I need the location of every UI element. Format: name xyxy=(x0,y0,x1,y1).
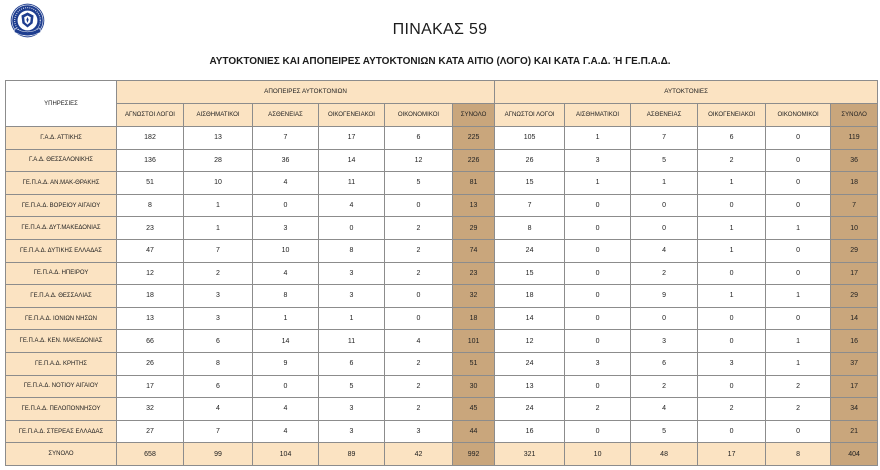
services-column-header: ΥΠΗΡΕΣΙΕΣ xyxy=(6,81,117,127)
total-row-label: ΣΥΝΟΛΟ xyxy=(6,443,117,466)
suicides-unknown-reasons-cell: 24 xyxy=(495,239,565,262)
attempts-unknown-reasons-cell: 51 xyxy=(117,172,184,195)
suicides-financial-cell: 1 xyxy=(766,217,831,240)
attempts-family-header: ΟΙΚΟΓΕΝΕΙΑΚΟΙ xyxy=(319,104,385,127)
suicides-illness-cell: 0 xyxy=(631,194,698,217)
attempts-illness-cell: 3 xyxy=(253,217,319,240)
suicides-emotional-cell: 2 xyxy=(565,398,631,421)
suicides-unknown-reasons-cell: 14 xyxy=(495,307,565,330)
suicides-emotional-cell: 0 xyxy=(565,420,631,443)
attempts-emotional-cell: 28 xyxy=(184,149,253,172)
suicides-emotional-cell: 1 xyxy=(565,127,631,150)
attempts-emotional-header: ΑΙΣΘΗΜΑΤΙΚΟΙ xyxy=(184,104,253,127)
suicides-financial-cell: 8 xyxy=(766,443,831,466)
attempts-unknown-reasons-cell: 8 xyxy=(117,194,184,217)
suicides-financial-cell: 0 xyxy=(766,127,831,150)
attempts-unknown-reasons-cell: 13 xyxy=(117,307,184,330)
attempts-illness-cell: 8 xyxy=(253,285,319,308)
suicides-unknown-reasons-cell: 26 xyxy=(495,149,565,172)
attempts-total-cell: 18 xyxy=(453,307,495,330)
attempts-total-cell: 23 xyxy=(453,262,495,285)
attempts-unknown-reasons-cell: 47 xyxy=(117,239,184,262)
row-service-label: ΓΕ.Π.Α.Δ. ΚΡΗΤΗΣ xyxy=(6,352,117,375)
suicides-total-cell: 7 xyxy=(831,194,878,217)
suicides-unknown-reasons-cell: 12 xyxy=(495,330,565,353)
table-row xyxy=(6,239,878,262)
row-service-label: ΓΕ.Π.Α.Δ. ΗΠΕΙΡΟΥ xyxy=(6,262,117,285)
attempts-emotional-cell: 7 xyxy=(184,420,253,443)
attempts-illness-cell: 4 xyxy=(253,172,319,195)
attempts-illness-cell: 1 xyxy=(253,307,319,330)
suicides-unknown-reasons-cell: 8 xyxy=(495,217,565,240)
attempts-unknown-reasons-cell: 12 xyxy=(117,262,184,285)
suicides-total-cell: 119 xyxy=(831,127,878,150)
attempts-emotional-cell: 6 xyxy=(184,375,253,398)
suicides-emotional-cell: 10 xyxy=(565,443,631,466)
attempts-financial-cell: 0 xyxy=(385,307,453,330)
attempts-emotional-cell: 2 xyxy=(184,262,253,285)
suicides-total-cell: 18 xyxy=(831,172,878,195)
attempts-family-cell: 6 xyxy=(319,352,385,375)
suicides-emotional-cell: 1 xyxy=(565,172,631,195)
table-subtitle: ΑΥΤΟΚΤΟΝΙΕΣ ΚΑΙ ΑΠΟΠΕΙΡΕΣ ΑΥΤΟΚΤΟΝΙΩΝ ΚΑΤΑ ΑΙΤΙΟ (ΛΟΓΟ) ΚΑΙ ΚΑΤΑ Γ.Α.Δ. Ή ΓΕ.Π.Α.Δ. xyxy=(209,56,671,67)
row-service-label: ΓΕ.Π.Α.Δ. ΚΕΝ. ΜΑΚΕΔΟΝΙΑΣ xyxy=(6,330,117,353)
suicides-total-cell: 14 xyxy=(831,307,878,330)
attempts-financial-cell: 2 xyxy=(385,239,453,262)
attempts-financial-cell: 12 xyxy=(385,149,453,172)
suicides-illness-cell: 5 xyxy=(631,420,698,443)
attempts-financial-cell: 2 xyxy=(385,217,453,240)
attempts-financial-cell: 0 xyxy=(385,194,453,217)
suicides-unknown-reasons-cell: 321 xyxy=(495,443,565,466)
attempts-family-cell: 89 xyxy=(319,443,385,466)
attempts-emotional-cell: 7 xyxy=(184,239,253,262)
suicides-total-cell: 17 xyxy=(831,375,878,398)
attempts-emotional-cell: 99 xyxy=(184,443,253,466)
suicides-family-cell: 2 xyxy=(698,398,766,421)
attempts-family-cell: 3 xyxy=(319,262,385,285)
attempts-total-cell: 32 xyxy=(453,285,495,308)
suicides-financial-cell: 1 xyxy=(766,352,831,375)
attempts-financial-cell: 6 xyxy=(385,127,453,150)
table-row xyxy=(6,398,878,421)
table-body xyxy=(6,127,878,466)
attempts-family-cell: 5 xyxy=(319,375,385,398)
suicides-family-cell: 1 xyxy=(698,172,766,195)
attempts-family-cell: 3 xyxy=(319,420,385,443)
suicides-total-cell: 17 xyxy=(831,262,878,285)
suicides-unknown-reasons-cell: 16 xyxy=(495,420,565,443)
suicides-total-cell: 10 xyxy=(831,217,878,240)
attempts-financial-cell: 0 xyxy=(385,285,453,308)
attempts-emotional-cell: 1 xyxy=(184,194,253,217)
attempts-total-cell: 225 xyxy=(453,127,495,150)
attempts-illness-cell: 7 xyxy=(253,127,319,150)
suicides-total-cell: 21 xyxy=(831,420,878,443)
attempts-unknown-reasons-cell: 182 xyxy=(117,127,184,150)
suicides-total-cell: 29 xyxy=(831,285,878,308)
suicides-emotional-cell: 0 xyxy=(565,307,631,330)
attempts-total-cell: 45 xyxy=(453,398,495,421)
suicides-emotional-cell: 0 xyxy=(565,285,631,308)
attempts-family-cell: 4 xyxy=(319,194,385,217)
attempts-total-cell: 81 xyxy=(453,172,495,195)
suicides-family-cell: 1 xyxy=(698,217,766,240)
row-service-label: Γ.Α.Δ. ΑΤΤΙΚΗΣ xyxy=(6,127,117,150)
attempts-emotional-cell: 6 xyxy=(184,330,253,353)
suicides-emotional-cell: 0 xyxy=(565,194,631,217)
attempts-total-cell: 13 xyxy=(453,194,495,217)
suicides-illness-cell: 4 xyxy=(631,398,698,421)
row-service-label: ΓΕ.Π.Α.Δ. ΑΝ.ΜΑΚ-ΘΡΑΚΗΣ xyxy=(6,172,117,195)
attempts-family-cell: 1 xyxy=(319,307,385,330)
suicides-family-cell: 2 xyxy=(698,149,766,172)
table-row xyxy=(6,172,878,195)
attempts-unknown-reasons-cell: 26 xyxy=(117,352,184,375)
suicides-family-cell: 1 xyxy=(698,239,766,262)
suicides-unknown-reasons-cell: 15 xyxy=(495,172,565,195)
attempts-unknown-reasons-cell: 23 xyxy=(117,217,184,240)
attempts-unknown-reasons-cell: 27 xyxy=(117,420,184,443)
attempts-total-cell: 226 xyxy=(453,149,495,172)
suicides-illness-cell: 0 xyxy=(631,217,698,240)
attempts-illness-cell: 0 xyxy=(253,194,319,217)
suicides-unknown-reasons-cell: 18 xyxy=(495,285,565,308)
suicides-family-cell: 0 xyxy=(698,262,766,285)
attempts-illness-cell: 4 xyxy=(253,398,319,421)
suicides-emotional-cell: 0 xyxy=(565,217,631,240)
row-service-label: ΓΕ.Π.Α.Δ. ΒΟΡΕΙΟΥ ΑΙΓΑΙΟΥ xyxy=(6,194,117,217)
attempts-emotional-cell: 10 xyxy=(184,172,253,195)
attempts-illness-cell: 36 xyxy=(253,149,319,172)
attempts-financial-cell: 2 xyxy=(385,375,453,398)
attempts-financial-cell: 2 xyxy=(385,262,453,285)
attempts-emotional-cell: 1 xyxy=(184,217,253,240)
row-service-label: ΓΕ.Π.Α.Δ. ΙΟΝΙΩΝ ΝΗΣΩΝ xyxy=(6,307,117,330)
row-service-label: Γ.Α.Δ. ΘΕΣΣΑΛΟΝΙΚΗΣ xyxy=(6,149,117,172)
group-header-row xyxy=(6,81,878,104)
suicides-financial-cell: 0 xyxy=(766,194,831,217)
attempts-family-cell: 11 xyxy=(319,172,385,195)
attempts-unknown-reasons-cell: 136 xyxy=(117,149,184,172)
attempts-total-cell: 101 xyxy=(453,330,495,353)
row-service-label: ΓΕ.Π.Α.Δ. ΝΟΤΙΟΥ ΑΙΓΑΙΟΥ xyxy=(6,375,117,398)
attempts-unknown-reasons-cell: 18 xyxy=(117,285,184,308)
attempts-financial-cell: 42 xyxy=(385,443,453,466)
attempts-total-header: ΣΥΝΟΛΟ xyxy=(453,104,495,127)
suicides-financial-header: ΟΙΚΟΝΟΜΙΚΟΙ xyxy=(766,104,831,127)
suicides-illness-cell: 2 xyxy=(631,375,698,398)
attempts-total-cell: 51 xyxy=(453,352,495,375)
suicides-total-cell: 37 xyxy=(831,352,878,375)
suicides-emotional-cell: 0 xyxy=(565,262,631,285)
attempts-family-cell: 0 xyxy=(319,217,385,240)
attempts-unknown-reasons-header: ΑΓΝΩΣΤΟΙ ΛΟΓΟΙ xyxy=(117,104,184,127)
suicides-illness-header: ΑΣΘΕΝΕΙΑΣ xyxy=(631,104,698,127)
column-header-row xyxy=(6,104,878,127)
suicides-emotional-cell: 0 xyxy=(565,239,631,262)
suicides-illness-cell: 5 xyxy=(631,149,698,172)
suicides-family-cell: 1 xyxy=(698,285,766,308)
attempts-illness-cell: 4 xyxy=(253,262,319,285)
suicides-financial-cell: 0 xyxy=(766,239,831,262)
attempts-emotional-cell: 4 xyxy=(184,398,253,421)
suicides-emotional-cell: 0 xyxy=(565,330,631,353)
suicides-family-cell: 0 xyxy=(698,330,766,353)
row-service-label: ΓΕ.Π.Α.Δ. ΘΕΣΣΑΛΙΑΣ xyxy=(6,285,117,308)
attempts-illness-cell: 4 xyxy=(253,420,319,443)
table-row xyxy=(6,285,878,308)
suicides-total-header: ΣΥΝΟΛΟ xyxy=(831,104,878,127)
suicides-unknown-reasons-cell: 105 xyxy=(495,127,565,150)
suicides-illness-cell: 6 xyxy=(631,352,698,375)
suicides-family-cell: 0 xyxy=(698,307,766,330)
row-service-label: ΓΕ.Π.Α.Δ. ΔΥΤ.ΜΑΚΕΔΟΝΙΑΣ xyxy=(6,217,117,240)
suicides-illness-cell: 9 xyxy=(631,285,698,308)
attempts-emotional-cell: 3 xyxy=(184,307,253,330)
group-header-attempts: ΑΠΟΠΕΙΡΕΣ ΑΥΤΟΚΤΟΝΙΩΝ xyxy=(117,81,495,104)
suicides-unknown-reasons-cell: 15 xyxy=(495,262,565,285)
attempts-illness-cell: 0 xyxy=(253,375,319,398)
attempts-total-cell: 30 xyxy=(453,375,495,398)
attempts-family-cell: 3 xyxy=(319,398,385,421)
attempts-unknown-reasons-cell: 66 xyxy=(117,330,184,353)
table-row xyxy=(6,307,878,330)
attempts-financial-cell: 4 xyxy=(385,330,453,353)
table-row xyxy=(6,420,878,443)
suicides-total-cell: 36 xyxy=(831,149,878,172)
row-service-label: ΓΕ.Π.Α.Δ. ΠΕΛΟΠΟΝΝΗΣΟΥ xyxy=(6,398,117,421)
suicides-family-cell: 6 xyxy=(698,127,766,150)
suicides-unknown-reasons-cell: 13 xyxy=(495,375,565,398)
suicides-emotional-cell: 3 xyxy=(565,352,631,375)
table-row xyxy=(6,375,878,398)
suicides-illness-cell: 2 xyxy=(631,262,698,285)
attempts-total-cell: 74 xyxy=(453,239,495,262)
attempts-family-cell: 14 xyxy=(319,149,385,172)
attempts-total-cell: 44 xyxy=(453,420,495,443)
table-row xyxy=(6,194,878,217)
attempts-financial-cell: 2 xyxy=(385,352,453,375)
attempts-financial-cell: 3 xyxy=(385,420,453,443)
attempts-total-cell: 29 xyxy=(453,217,495,240)
suicides-illness-cell: 4 xyxy=(631,239,698,262)
suicides-financial-cell: 0 xyxy=(766,172,831,195)
table-row xyxy=(6,127,878,150)
attempts-total-cell: 992 xyxy=(453,443,495,466)
attempts-illness-cell: 10 xyxy=(253,239,319,262)
attempts-emotional-cell: 8 xyxy=(184,352,253,375)
attempts-illness-cell: 14 xyxy=(253,330,319,353)
suicides-family-cell: 0 xyxy=(698,375,766,398)
suicides-financial-cell: 0 xyxy=(766,307,831,330)
suicides-unknown-reasons-header: ΑΓΝΩΣΤΟΙ ΛΟΓΟΙ xyxy=(495,104,565,127)
suicides-emotional-cell: 3 xyxy=(565,149,631,172)
suicides-unknown-reasons-cell: 24 xyxy=(495,352,565,375)
table-row xyxy=(6,217,878,240)
suicides-family-header: ΟΙΚΟΓΕΝΕΙΑΚΟΙ xyxy=(698,104,766,127)
attempts-emotional-cell: 3 xyxy=(184,285,253,308)
table-row xyxy=(6,352,878,375)
group-header-suicides: ΑΥΤΟΚΤΟΝΙΕΣ xyxy=(495,81,878,104)
suicides-family-cell: 0 xyxy=(698,420,766,443)
suicides-financial-cell: 2 xyxy=(766,398,831,421)
suicides-family-cell: 0 xyxy=(698,194,766,217)
suicides-unknown-reasons-cell: 24 xyxy=(495,398,565,421)
suicides-total-cell: 404 xyxy=(831,443,878,466)
attempts-unknown-reasons-cell: 32 xyxy=(117,398,184,421)
attempts-financial-cell: 5 xyxy=(385,172,453,195)
attempts-illness-cell: 104 xyxy=(253,443,319,466)
attempts-family-cell: 17 xyxy=(319,127,385,150)
suicides-total-cell: 34 xyxy=(831,398,878,421)
total-row xyxy=(6,443,878,466)
table-row xyxy=(6,149,878,172)
table-row xyxy=(6,262,878,285)
table-row xyxy=(6,330,878,353)
attempts-family-cell: 3 xyxy=(319,285,385,308)
row-service-label: ΓΕ.Π.Α.Δ. ΔΥΤΙΚΗΣ ΕΛΛΑΔΑΣ xyxy=(6,239,117,262)
suicides-illness-cell: 48 xyxy=(631,443,698,466)
suicides-financial-cell: 1 xyxy=(766,330,831,353)
suicides-emotional-cell: 0 xyxy=(565,375,631,398)
attempts-financial-cell: 2 xyxy=(385,398,453,421)
suicides-family-cell: 17 xyxy=(698,443,766,466)
attempts-illness-cell: 9 xyxy=(253,352,319,375)
suicides-illness-cell: 3 xyxy=(631,330,698,353)
suicides-financial-cell: 2 xyxy=(766,375,831,398)
statistics-table xyxy=(5,80,878,466)
suicides-emotional-header: ΑΙΣΘΗΜΑΤΙΚΟΙ xyxy=(565,104,631,127)
attempts-illness-header: ΑΣΘΕΝΕΙΑΣ xyxy=(253,104,319,127)
attempts-family-cell: 8 xyxy=(319,239,385,262)
attempts-emotional-cell: 13 xyxy=(184,127,253,150)
suicides-illness-cell: 0 xyxy=(631,307,698,330)
page-title: ΠΙΝΑΚΑΣ 59 xyxy=(392,21,488,38)
suicides-financial-cell: 0 xyxy=(766,262,831,285)
suicides-financial-cell: 1 xyxy=(766,285,831,308)
suicides-unknown-reasons-cell: 7 xyxy=(495,194,565,217)
attempts-financial-header: ΟΙΚΟΝΟΜΙΚΟΙ xyxy=(385,104,453,127)
suicides-illness-cell: 7 xyxy=(631,127,698,150)
row-service-label: ΓΕ.Π.Α.Δ. ΣΤΕΡΕΑΣ ΕΛΛΑΔΑΣ xyxy=(6,420,117,443)
suicides-total-cell: 16 xyxy=(831,330,878,353)
suicides-illness-cell: 1 xyxy=(631,172,698,195)
suicides-family-cell: 3 xyxy=(698,352,766,375)
attempts-unknown-reasons-cell: 658 xyxy=(117,443,184,466)
attempts-family-cell: 11 xyxy=(319,330,385,353)
suicides-total-cell: 29 xyxy=(831,239,878,262)
attempts-unknown-reasons-cell: 17 xyxy=(117,375,184,398)
suicides-financial-cell: 0 xyxy=(766,420,831,443)
suicides-financial-cell: 0 xyxy=(766,149,831,172)
